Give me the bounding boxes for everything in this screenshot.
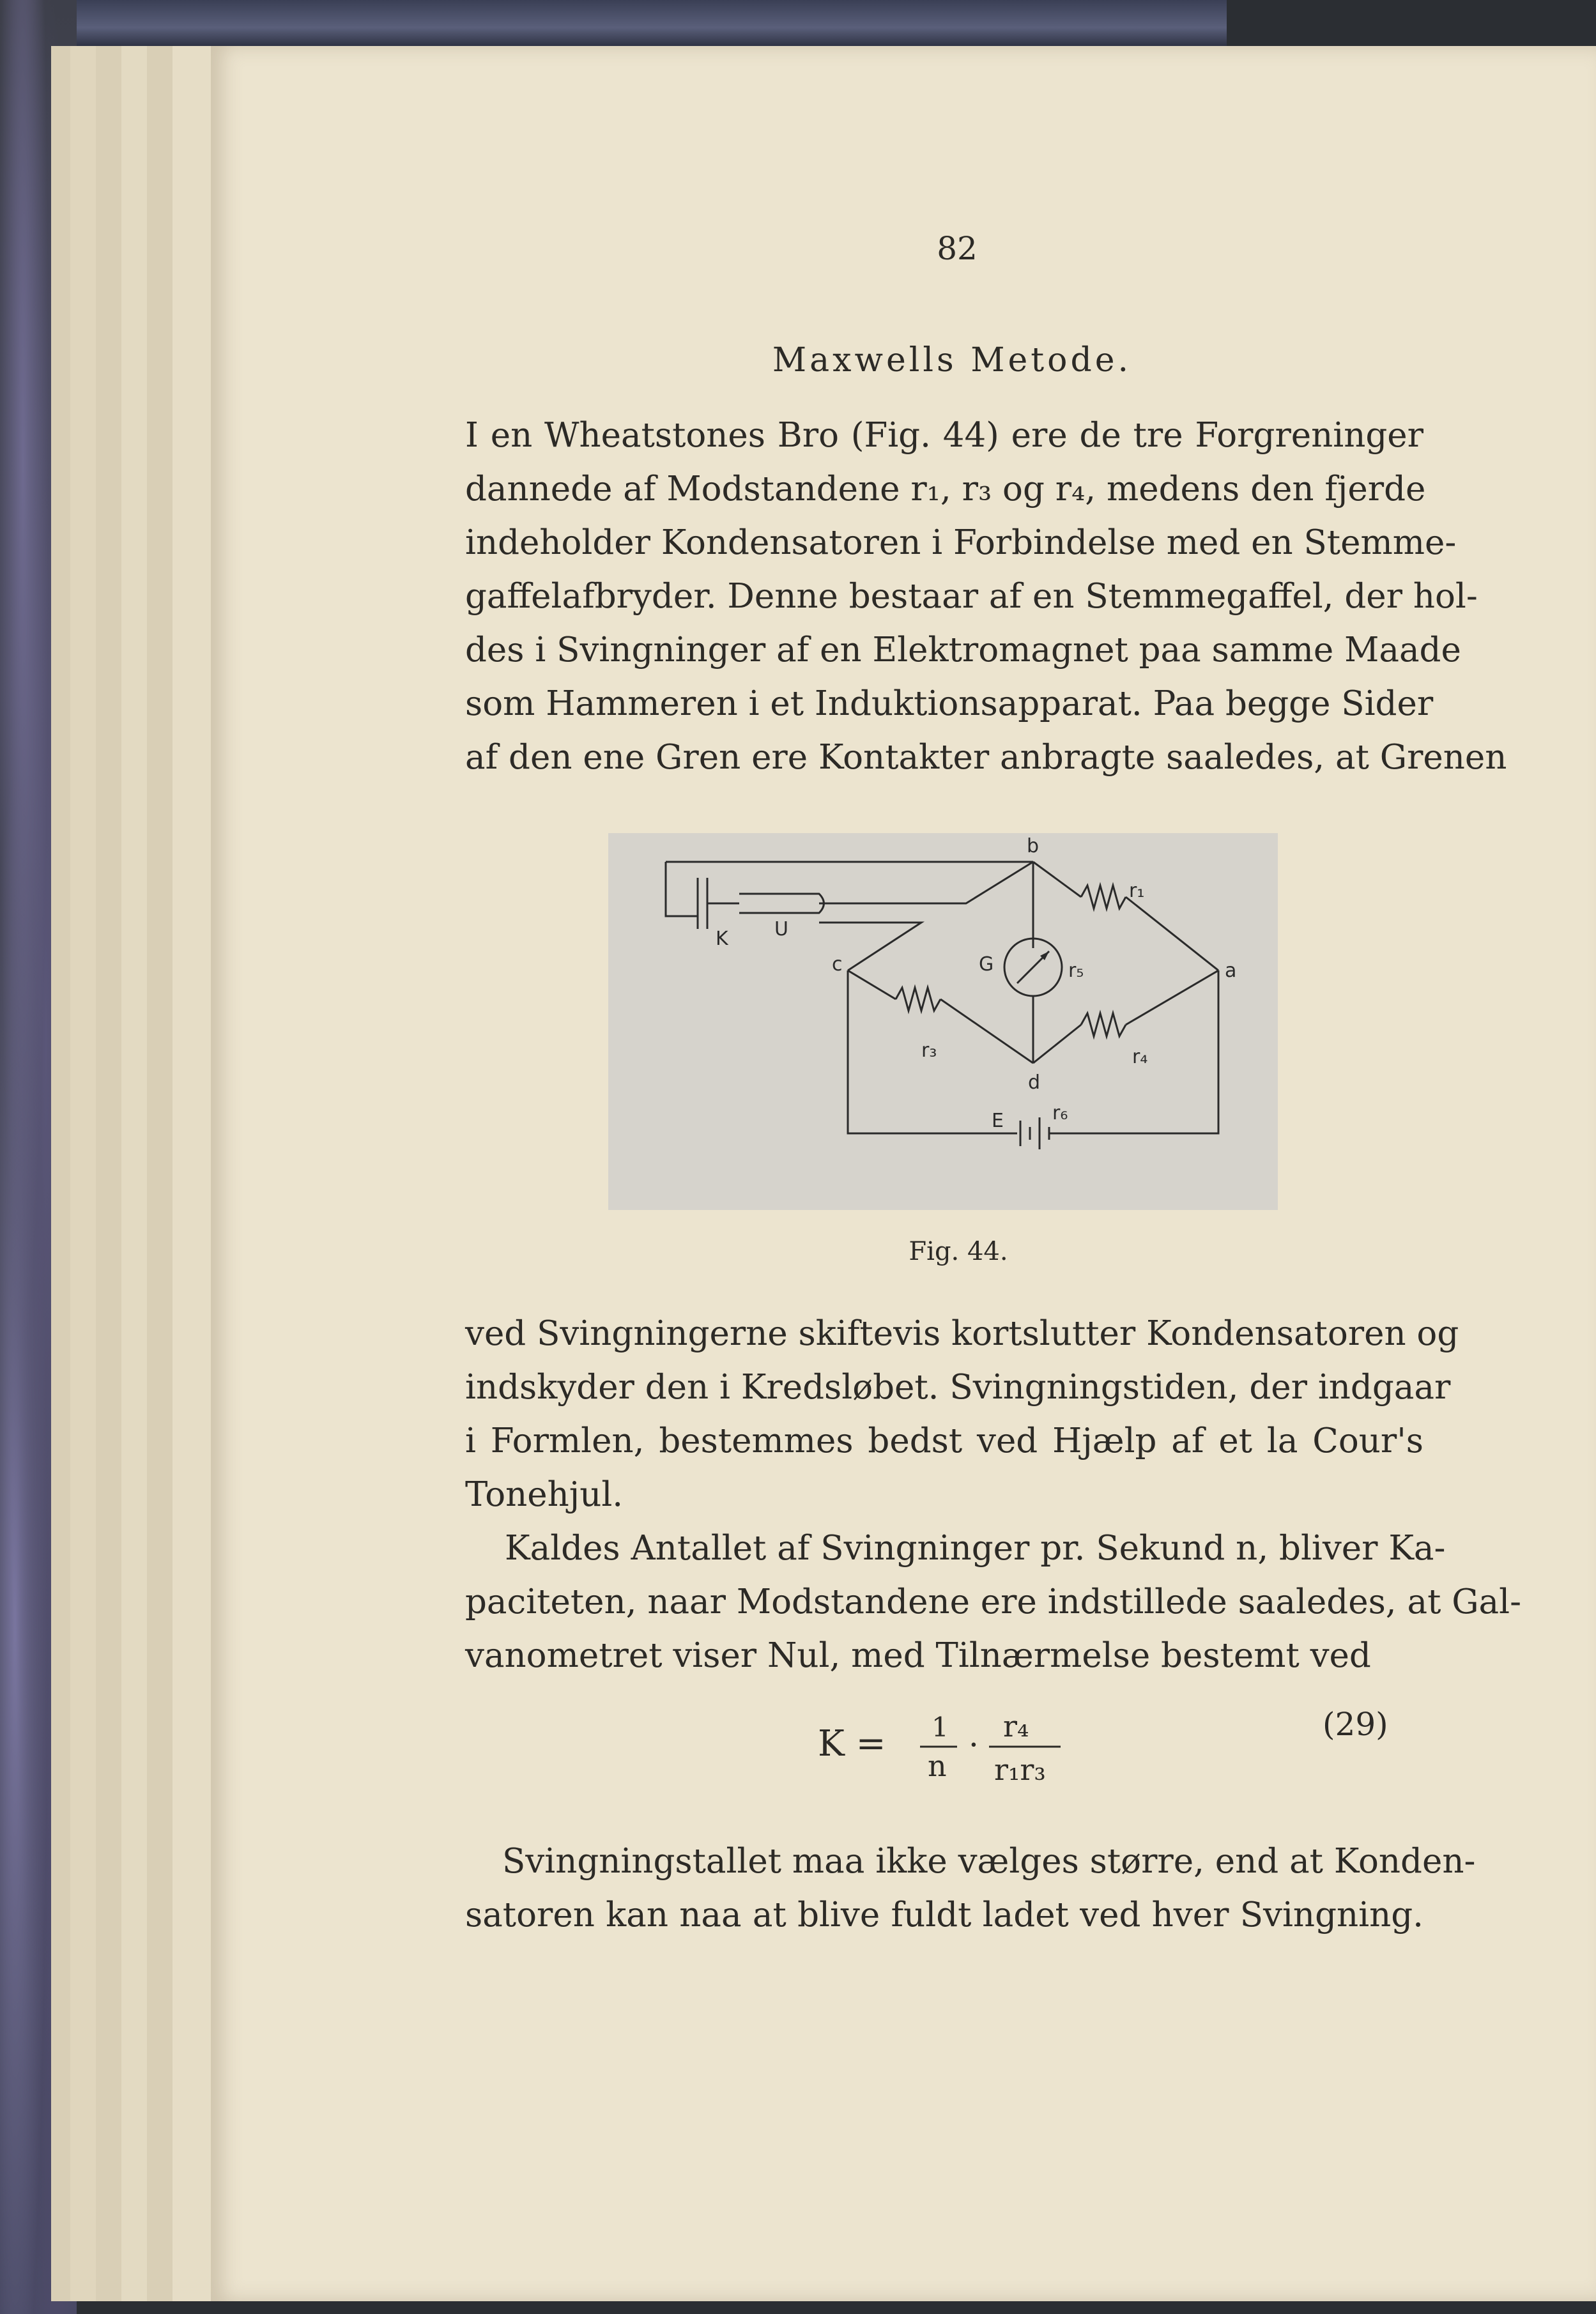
fraction-1-numerator: 1 xyxy=(932,1712,949,1743)
text-line: I en Wheatstones Bro (Fig. 44) ere de tre Forgreninger xyxy=(465,416,1423,455)
formula-k xyxy=(818,1699,1201,1802)
text-line: indeholder Kondensatoren i Forbindelse med en Stemme- xyxy=(465,523,1457,562)
text-line: vanometret viser Nul, med Tilnærmelse bestemt ved xyxy=(465,1636,1371,1675)
formula xyxy=(818,1699,1201,1802)
page-number: 82 xyxy=(937,230,978,267)
label-G: G xyxy=(979,953,994,976)
text-line: Kaldes Antallet af Svingninger pr. Sekund n, bliver Ka- xyxy=(505,1529,1446,1568)
label-r3: r₃ xyxy=(921,1039,937,1062)
text-line: gaffelafbryder. Denne bestaar af en Stemmegaffel, der hol- xyxy=(465,577,1478,616)
text-line: des i Svingninger af en Elektromagnet paa samme Maade xyxy=(465,631,1461,670)
paragraph-2 xyxy=(465,1307,1459,1468)
book-top-edge xyxy=(77,0,1227,46)
text-line: Tonehjul. xyxy=(465,1475,624,1514)
paragraph-3-end xyxy=(465,1629,1423,1683)
text-line: som Hammeren i et Induktionsapparat. Paa begge Sider xyxy=(465,684,1434,723)
paragraph-3 xyxy=(465,1522,1522,1629)
fraction-2-denominator: r₁r₃ xyxy=(994,1752,1046,1787)
circuit-figure xyxy=(608,833,1278,1210)
node-label-c: c xyxy=(832,953,843,976)
paragraph-4 xyxy=(465,1835,1476,1942)
text-line: Svingningstallet maa ikke vælges større, end at Konden- xyxy=(502,1842,1476,1881)
node-label-d: d xyxy=(1028,1071,1041,1094)
paragraph-1 xyxy=(465,409,1507,785)
text-line: ved Svingningerne skiftevis kortslutter Kondensatoren og xyxy=(465,1314,1459,1353)
text-line: dannede af Modstandene r₁, r₃ og r₄, medens den fjerde xyxy=(465,470,1426,509)
label-r4: r₄ xyxy=(1132,1046,1148,1068)
node-label-a: a xyxy=(1225,960,1237,982)
figure-caption: Fig. 44. xyxy=(909,1237,1008,1266)
formula-lhs: K = xyxy=(818,1723,886,1765)
label-r6: r₆ xyxy=(1052,1102,1068,1124)
wheatstone-bridge-diagram xyxy=(608,833,1278,1210)
node-label-b: b xyxy=(1027,835,1040,857)
label-U: U xyxy=(774,918,788,940)
label-r5: r₅ xyxy=(1068,960,1084,982)
fraction-2-numerator: r₄ xyxy=(1003,1709,1029,1743)
section-heading: Maxwells Metode. xyxy=(772,341,1132,379)
text-line: i Formlen, bestemmes bedst ved Hjælp af et la Cour's xyxy=(465,1421,1423,1460)
paragraph-2-end xyxy=(465,1468,1423,1522)
equation-number: (29) xyxy=(1323,1706,1388,1743)
label-E: E xyxy=(992,1110,1004,1132)
text-line: indskyder den i Kredsløbet. Svingningstiden, der indgaar xyxy=(465,1368,1451,1407)
text-line: af den ene Gren ere Kontakter anbragte saaledes, at Grenen xyxy=(465,738,1507,777)
text-line: satoren kan naa at blive fuldt ladet ved hver Svingning. xyxy=(465,1896,1423,1935)
fraction-1-denominator: n xyxy=(928,1749,947,1783)
label-K: K xyxy=(716,928,728,950)
formula-dot: · xyxy=(969,1726,979,1763)
label-r1: r₁ xyxy=(1129,880,1145,902)
text-line: paciteten, naar Modstandene ere indstillede saaledes, at Gal- xyxy=(465,1582,1522,1621)
